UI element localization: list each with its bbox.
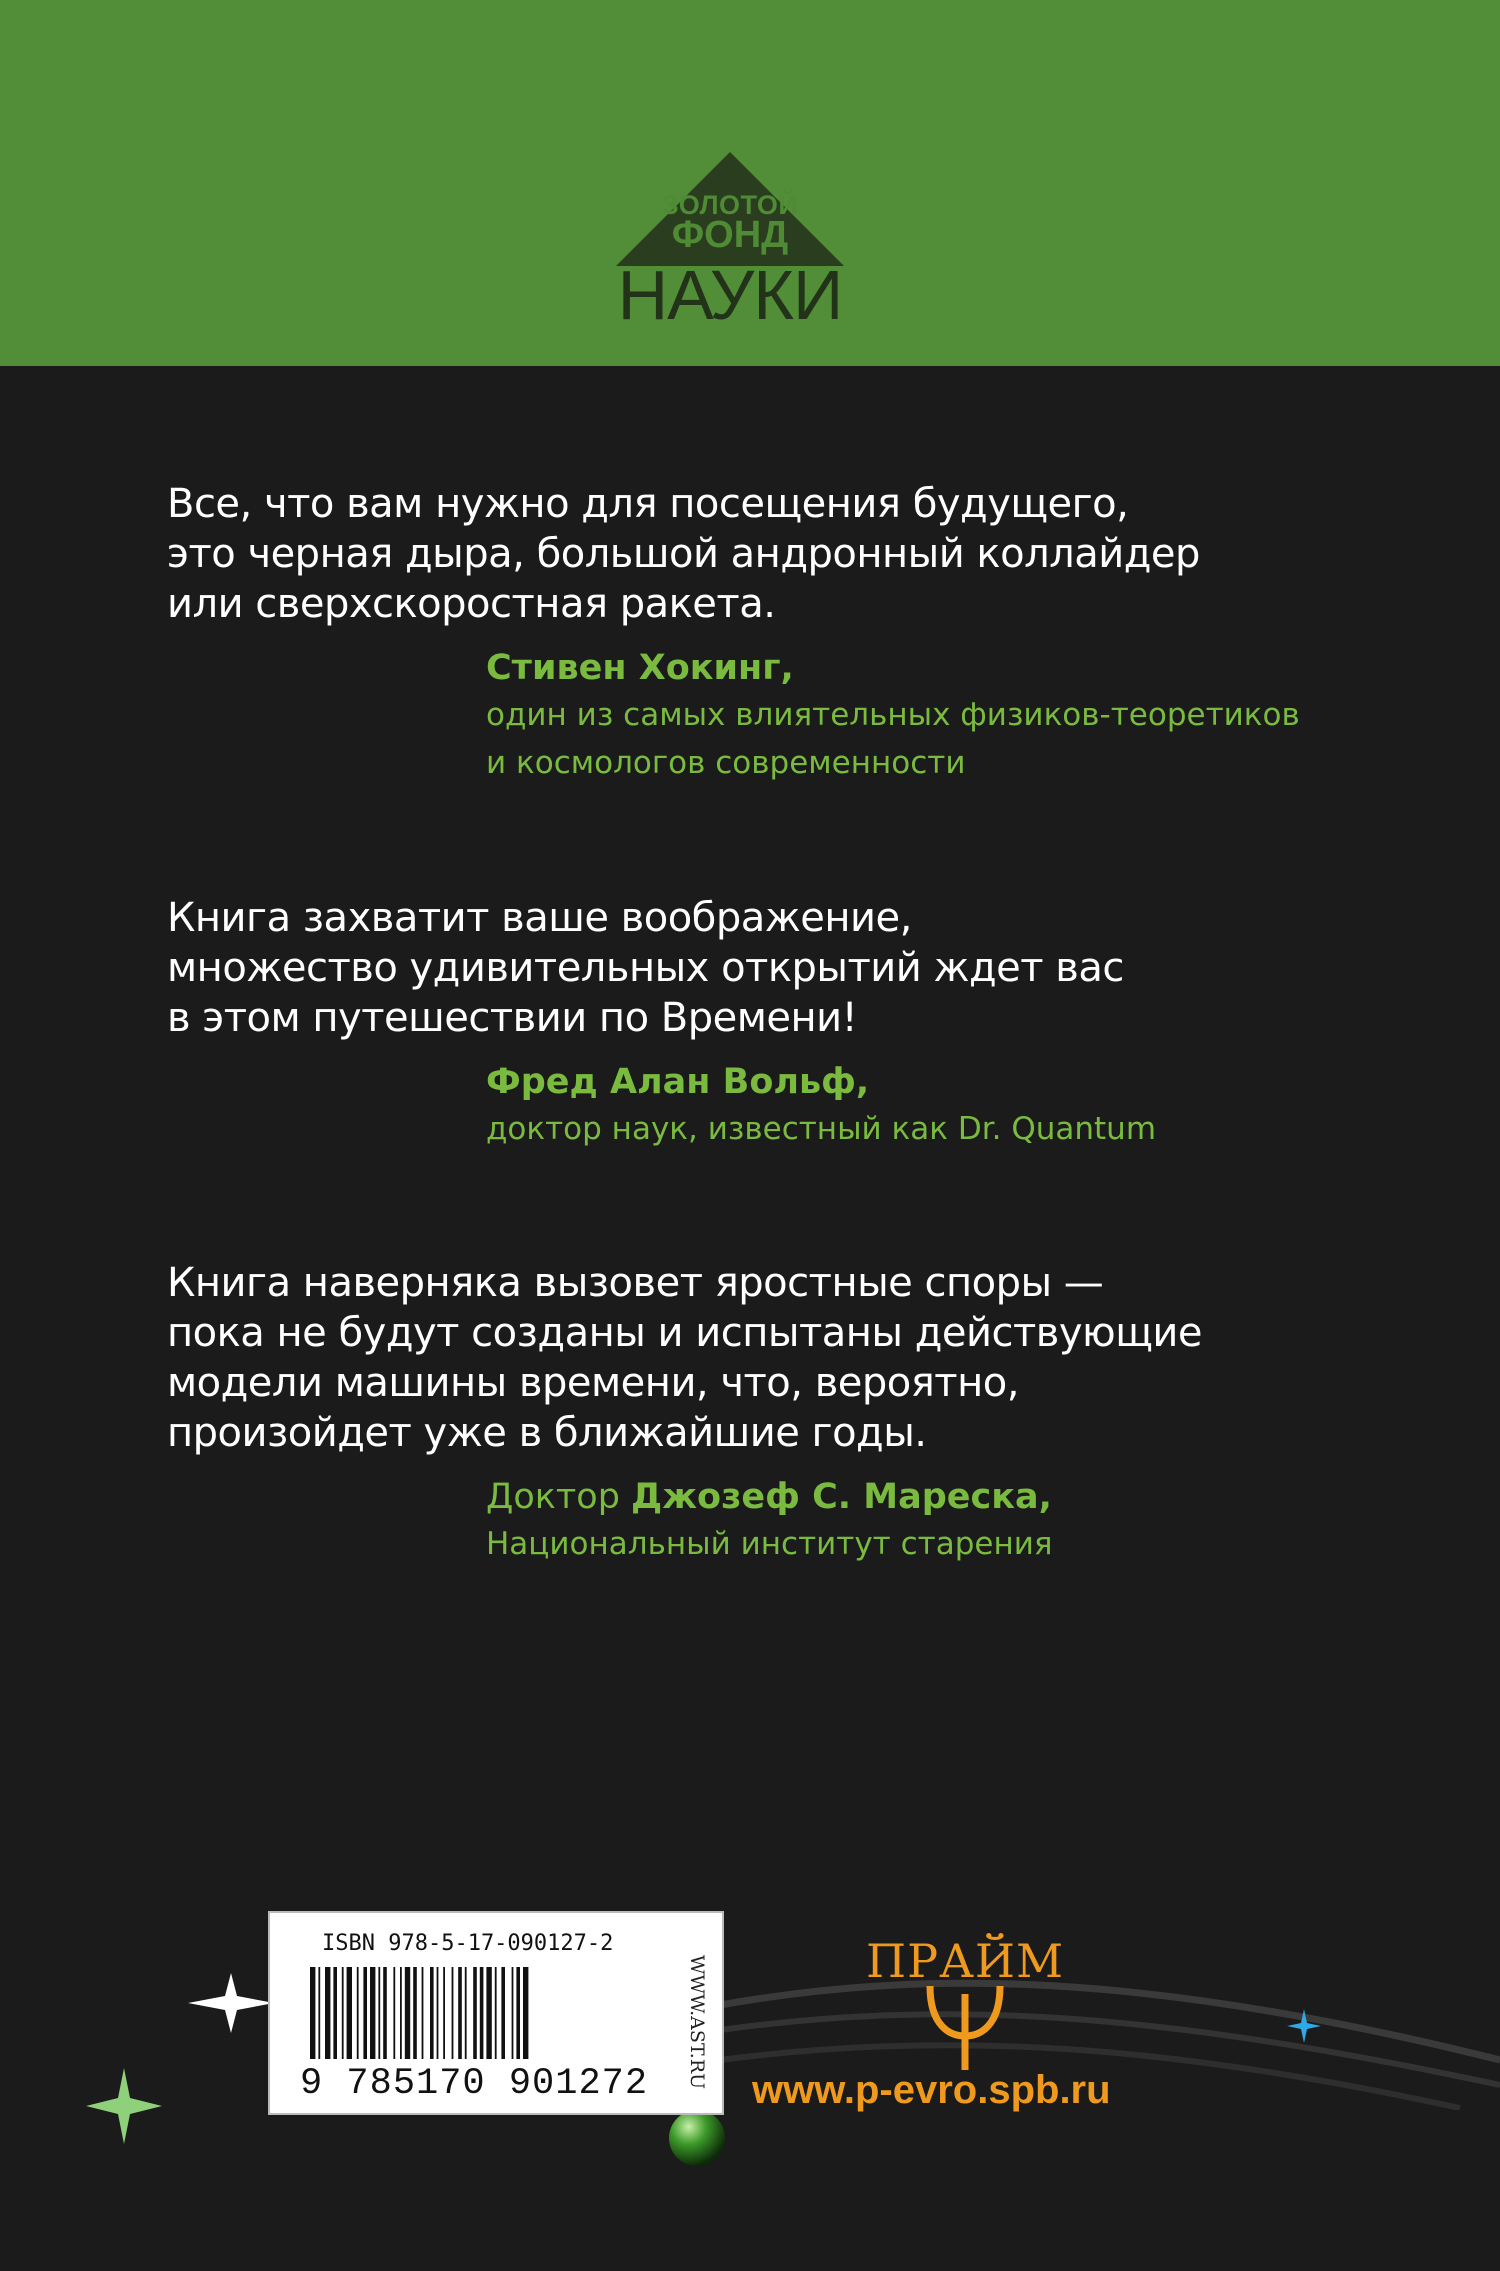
quote-line: Книга захватит ваше воображение, — [167, 895, 912, 941]
series-logo — [610, 148, 850, 338]
quote-line: множество удивительных открытий ждет вас — [167, 945, 1124, 991]
quote-line: произойдет уже в ближайшие годы. — [167, 1410, 927, 1456]
quote-line: Все, что вам нужно для посещения будущего, — [167, 481, 1129, 527]
logo-line-2: ФОНД — [671, 214, 789, 256]
white-star-icon — [186, 1968, 276, 2038]
quote-line: модели машины времени, что, вероятно, — [167, 1360, 1019, 1406]
quote-line: в этом путешествии по Времени! — [167, 995, 858, 1041]
author-name — [486, 1474, 1367, 1520]
quote-1 — [167, 479, 1367, 787]
isbn-barcode — [268, 1911, 724, 2115]
author-role: доктор наук, известный как Dr. Quantum — [486, 1111, 1157, 1147]
quote-3-attribution — [486, 1474, 1367, 1568]
blue-star-icon — [1286, 2008, 1322, 2044]
author-name: Стивен Хокинг, — [486, 648, 794, 688]
logo-line-1: ЗОЛОТОЙ — [661, 190, 799, 220]
quote-line: или сверхскоростная ракета. — [167, 581, 776, 627]
quote-1-text — [167, 479, 1367, 629]
author-role: один из самых влиятельных физиков-теоретиков — [486, 697, 1300, 733]
quote-line: пока не будут созданы и испытаны действующие — [167, 1310, 1202, 1356]
quote-line: Книга наверняка вызовет яростные споры — — [167, 1260, 1104, 1306]
quote-2-attribution — [486, 1059, 1367, 1153]
barcode-url-container — [677, 1937, 717, 2107]
author-name-text: Джозеф С. Мареска, — [631, 1477, 1052, 1517]
quote-3 — [167, 1258, 1367, 1568]
author-role: Национальный институт старения — [486, 1526, 1053, 1562]
author-name: Фред Алан Вольф, — [486, 1062, 870, 1102]
green-sphere-icon — [667, 2108, 727, 2168]
barcode-digits: 9 785170 901272 — [300, 2063, 649, 2105]
publisher-website: www.p-evro.spb.ru — [752, 2068, 1111, 2112]
quote-3-text — [167, 1258, 1367, 1458]
publisher-name: ПРАЙМ — [866, 1934, 1065, 1988]
psi-symbol-icon — [920, 1980, 1010, 2072]
quote-1-attribution — [486, 645, 1367, 787]
author-role: и космологов современности — [486, 745, 966, 781]
barcode-website: WWW.AST.RU — [686, 1954, 708, 2090]
quote-2-text — [167, 893, 1367, 1043]
logo-line-3: НАУКИ — [617, 256, 843, 334]
quote-2 — [167, 893, 1367, 1153]
author-title: Доктор — [486, 1477, 632, 1517]
green-star-icon — [84, 2066, 164, 2146]
isbn-number: ISBN 978-5-17-090127-2 — [322, 1931, 614, 1956]
quote-line: это черная дыра, большой андронный коллайдер — [167, 531, 1200, 577]
barcode-bars-icon — [310, 1967, 630, 2059]
